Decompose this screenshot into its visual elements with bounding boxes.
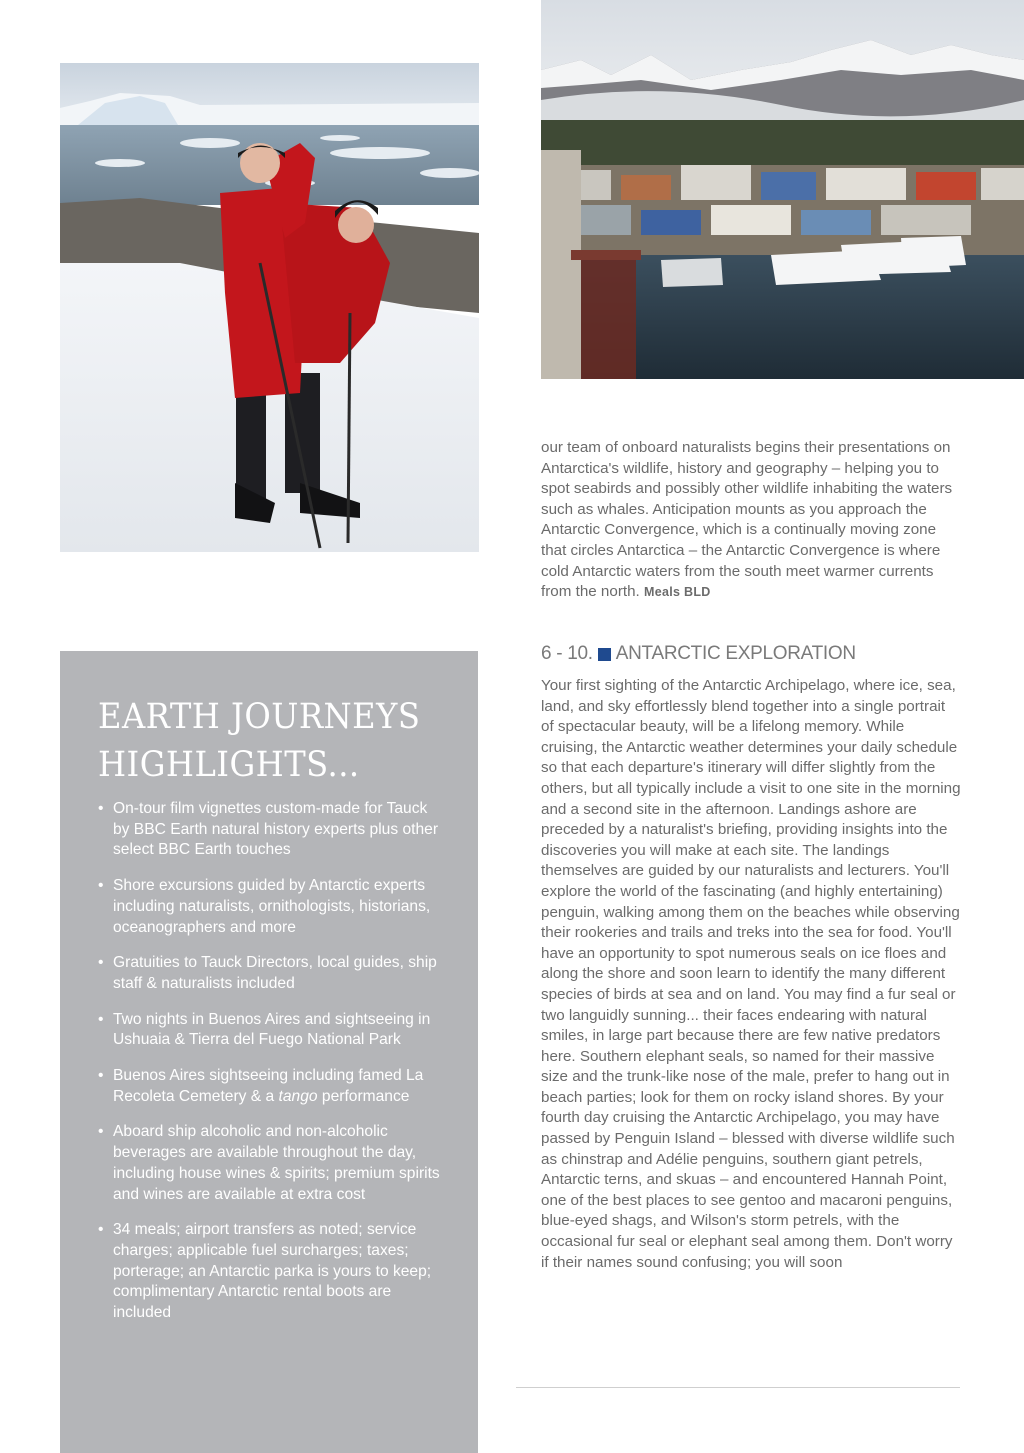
photo-harbor [541, 0, 1024, 379]
highlight-item: • 34 meals; airport transfers as noted; service charges; applicable fuel surcharges; taxes; porterage; an Antarctic parka is yours to keep; complimentary Antarctic rental boots are included [98, 1220, 443, 1324]
exploration-paragraph: Your first sighting of the Antarctic Archipelago, where ice, sea, land, and sky effortlessly blend together into a single portrait of spectacular beauty, will be a lifelong memory. While cruising, the Antarctic weather determines your daily schedule so that each departure's itinerary will differ slightly from the others, but all typically include a visit to one site in the morning and a second site in the afternoon. Landings ashore are preceded by a naturalist's briefing, providing insights into the discoveries you will make at each site. The landings themselves are guided by our naturalists and lecturers. You'll explore the world of the fascinating (and highly entertaining) penguin, walking among them on the beaches while observing their rookeries and trails and treks into the sea for food. You'll have an opportunity to spot numerous seals on ice floes and along the shore and soon learn to identify the many different species of birds at sea and on land. You may find a fur seal or two languidly sunning... their faces endearing with natural smiles, in large part because there are few native predators here. Southern elephant seals, so named for their massive size and the trunk-like nose of the male, prefer to hang out in beach parties; look for them on rocky island shores. By your fourth day cruising the Antarctic Archipelago, you may have passed by Penguin Island – blessed with diverse wildlife such as chinstrap and Adélie penguins, southern giant petrels, Antarctic terns, and skuas – and encountered Hannah Point, one of the best places to see gentoo and macaroni penguins, blue-eyed shags, and Wilson's storm petrels, with the occasional fur seal or elephant seal among them. Don't worry if their names sound confusing; you will soon [541, 677, 961, 1271]
intro-paragraph [541, 438, 961, 603]
highlights-panel [60, 651, 478, 1453]
highlight-item: • On-tour film vignettes custom-made for Tauck by BBC Earth natural history experts plus other select BBC Earth touches [98, 799, 443, 861]
square-marker-icon [598, 648, 611, 661]
section-heading [541, 643, 856, 665]
highlights-title-line1: EARTH JOURNEYS [98, 697, 421, 737]
highlight-item: • Gratuities to Tauck Directors, local guides, ship staff & naturalists included [98, 953, 443, 994]
highlight-item [98, 1066, 443, 1107]
highlight-item: • Two nights in Buenos Aires and sightseeing in Ushuaia & Tierra del Fuego National Park [98, 1010, 443, 1051]
meals-label: Meals BLD [644, 585, 711, 600]
highlight-text: performance [317, 1087, 410, 1105]
highlight-item: • Shore excursions guided by Antarctic experts including naturalists, ornithologists, historians, oceanographers and more [98, 876, 443, 938]
photo-couple-snow [60, 63, 479, 552]
highlights-list [98, 799, 443, 1339]
highlight-item: • Aboard ship alcoholic and non-alcoholic beverages are available throughout the day, including house wines & spirits; premium spirits and wines are available at extra cost [98, 1122, 443, 1205]
highlights-title [98, 693, 420, 789]
section-title: ANTARCTIC EXPLORATION [615, 643, 856, 664]
highlights-title-line2: HIGHLIGHTS... [98, 745, 360, 785]
divider [516, 1387, 960, 1388]
highlight-text: Buenos Aires sightseeing including famed La Recoleta Cemetery & a [113, 1067, 424, 1105]
section-days: 6 - 10. [541, 643, 593, 664]
intro-text: our team of onboard naturalists begins their presentations on Antarctica's wildlife, history and geography – helping you to spot seabirds and possibly other wildlife inhabiting the waters such as whales. Anticipation mounts as you approach the Antarctic Convergence, which is a continually moving zone that circles Antarctica – the Antarctic Convergence is where cold Antarctic waters from the south meet warmer currents from the north. [541, 439, 953, 601]
highlight-emphasis: tango [278, 1087, 318, 1105]
